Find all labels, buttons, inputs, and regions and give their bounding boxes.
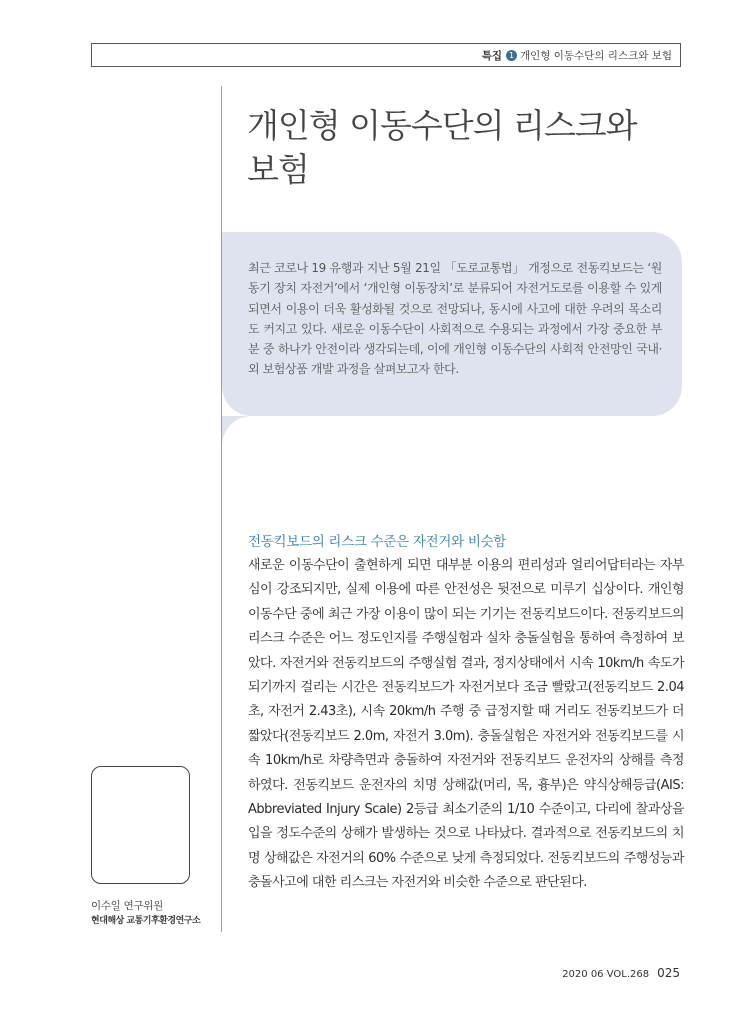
header-issue-number-badge: 1	[506, 50, 517, 61]
author-name: 이수일 연구위원	[91, 900, 163, 912]
article-title: 개인형 이동수단의 리스크와 보험	[247, 106, 637, 189]
summary-box-tail	[222, 416, 254, 448]
author-photo	[91, 766, 190, 884]
page-footer	[562, 966, 680, 980]
footer-issue: 2020 06 VOL.268	[562, 969, 650, 980]
page-number: 025	[657, 966, 680, 980]
section-heading: 전동킥보드의 리스크 수준은 자전거와 비슷함	[248, 534, 507, 550]
column-divider	[221, 86, 222, 932]
body-text: 새로운 이동수단이 출현하게 되면 대부분 이용의 편리성과 얼리어답터라는 자부심이 강조되지만, 실제 이용에 따른 안전성은 뒷전으로 미루기 십상이다. 개인형 이동수단 중에 최근 가장 이용이 많이 되는 기기는 전동킥보드이다. 전동킥보드의 리스크 수준은 어느 정도인지를 주행실험과 실차 충돌실험을 통하여 측정하여 보았다. 자전거와 전동킥보드의 주행실험 결과, 정지상태에서 시속 10km/h 속도가 되기까지 걸리는 시간은 전동킥보드가 자전거보다 조금 빨랐고(전동킥보드 2.04초, 자전거 2.43초), 시속 20km/h 주행 중 급정지할 때 거리도 전동킥보드가 더 짧았다(전동킥보드 2.0m, 자전거 3.0m). 충돌실험은 자전거와 전동킥보드를 시속 10km/h로 차량측면과 충돌하여 자전거와 전동킥보드 운전자의 상해를 측정하였다. 전동킥보드 운전자의 치명 상해값(머리, 목, 흉부)은 약식상해등급(AIS: Abbreviated Injury Scale) 2등급 최소기준의 1/10 수준이고, 다리에 찰과상을 입을 정도수준의 상해가 발생하는 것으로 나타났다. 결과적으로 전동킥보드의 치명 상해값은 자전거의 60% 수준으로 낮게 측정되었다. 전동킥보드의 주행성능과 충돌사고에 대한 리스크는 자전거와 비슷한 수준으로 판단된다.	[248, 558, 684, 891]
author-organization: 현대해상 교통기후환경연구소	[91, 916, 201, 926]
header-topic: 개인형 이동수단의 리스크와 보험	[519, 49, 672, 62]
header-special-label: 특집	[481, 49, 502, 62]
running-header	[91, 43, 681, 67]
summary-text: 최근 코로나 19 유행과 지난 5월 21일 「도로교통법」 개정으로 전동킥보드는 ‘원동기 장치 자전거’에서 ‘개인형 이동장치’로 분류되어 자전거도로를 이용할 수 있게 되면서 이용이 더욱 활성화될 것으로 전망되나, 동시에 사고에 대한 우려의 목소리도 커지고 있다. 새로운 이동수단이 사회적으로 수용되는 과정에서 가장 중요한 부분 중 하나가 안전이라 생각되는데, 이에 개인형 이동수단의 사회적 안전망인 국내·외 보험상품 개발 과정을 살펴보고자 한다.	[248, 261, 662, 377]
